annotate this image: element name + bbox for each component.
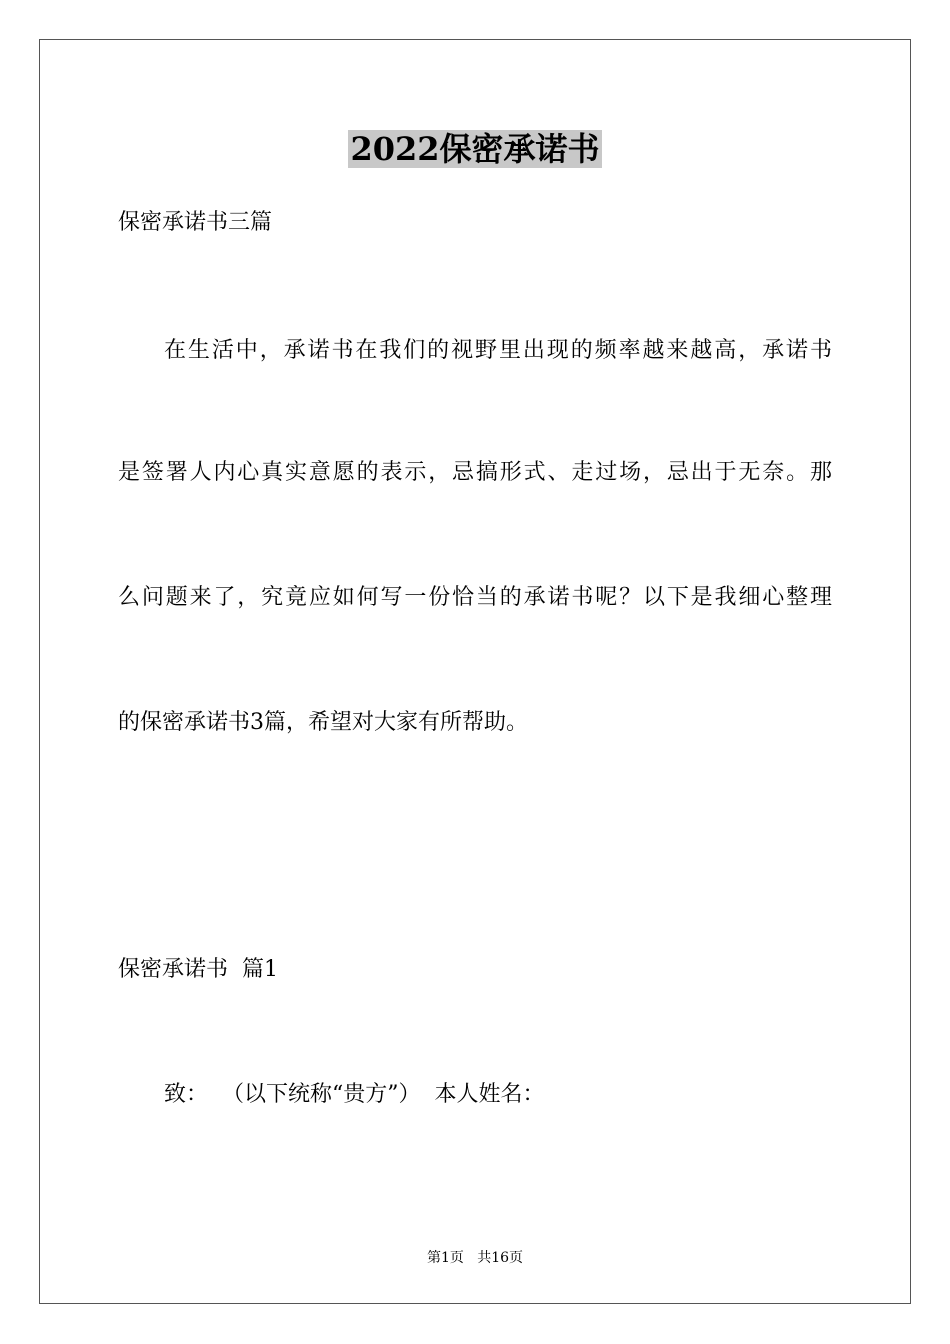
- document-subtitle: 保密承诺书三篇: [118, 210, 273, 235]
- document-title-container: [0, 128, 950, 170]
- intro-paragraph-line: 在生活中，承诺书在我们的视野里出现的频率越来越高，承诺书: [164, 338, 832, 363]
- intro-paragraph-line: 是签署人内心真实意愿的表示，忌搞形式、走过场，忌出于无奈。那: [118, 460, 832, 485]
- document-title: 2022保密承诺书: [350, 130, 600, 168]
- page-footer: 第1页 共16页: [426, 1250, 524, 1266]
- intro-paragraph-line: 的保密承诺书3篇，希望对大家有所帮助。: [118, 710, 528, 735]
- intro-paragraph-line: 么问题来了，究竟应如何写一份恰当的承诺书呢？以下是我细心整理: [118, 585, 832, 610]
- salutation-line: 致： （以下统称“贵方”） 本人姓名：: [164, 1082, 545, 1107]
- section-heading: 保密承诺书 篇1: [118, 957, 278, 982]
